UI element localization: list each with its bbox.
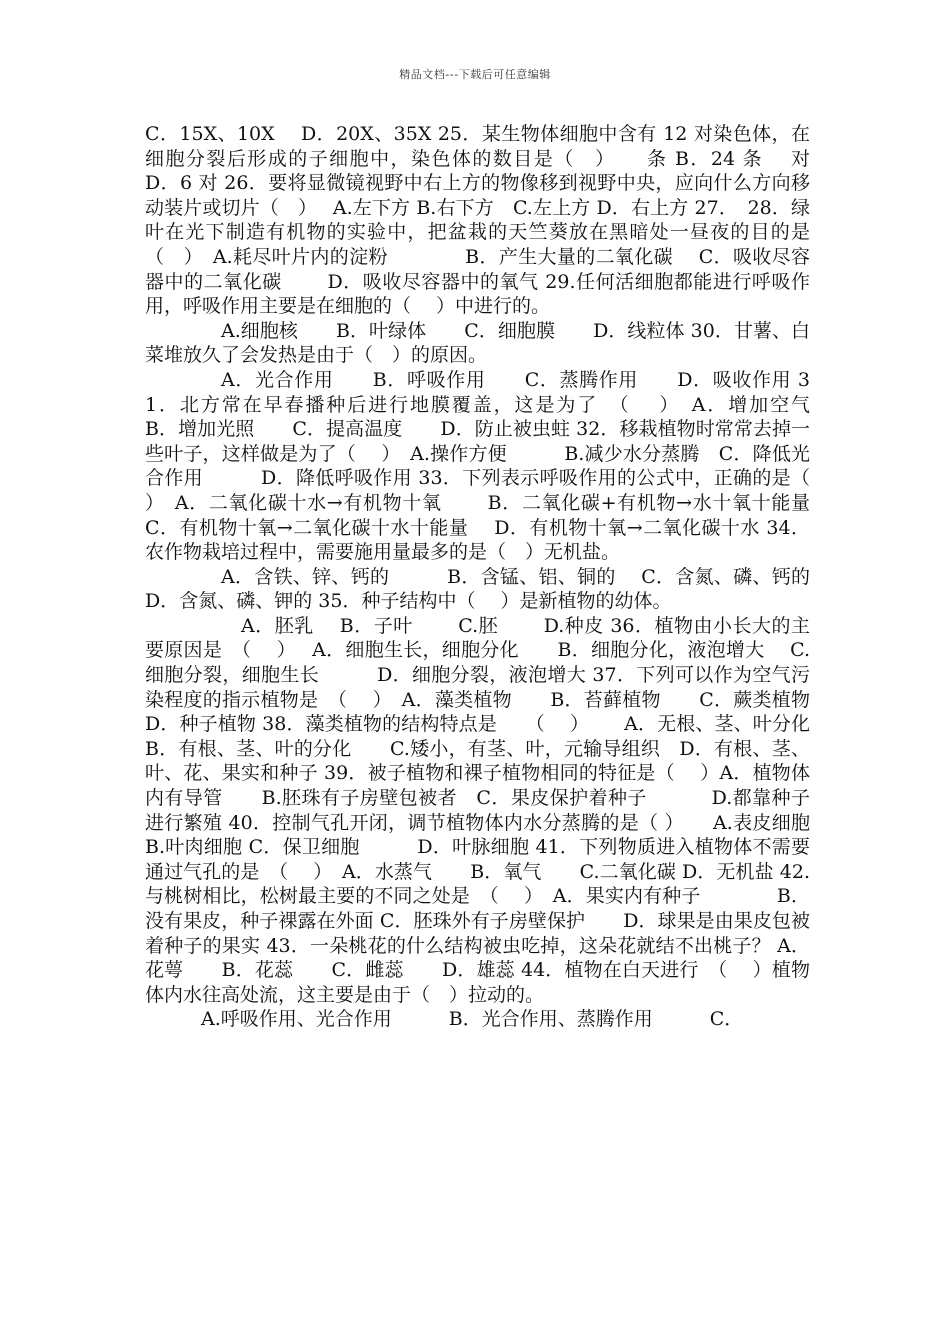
document-body	[145, 122, 868, 1032]
paragraph-options-30-34: A．光合作用 B．呼吸作用 C．蒸腾作用 D．吸收作用 31．北方常在早春播种后进行地膜覆盖，这是为了 （ ） A．增加空气 B．增加光照 C．提高温度 D．防止被虫蛀 32．移栽植物时常常去掉一些叶子，这样做是为了（ ） A.操作方便 B.减少水分蒸腾 C．降低光合作用 D．降低呼吸作用 33．下列表示呼吸作用的公式中，正确的是（ ） A．二氧化碳十水→有机物十氧 B．二氧化碳+有机物→水十氧十能量 C．有机物十氧→二氧化碳十水十能量 D．有机物十氧→二氧化碳十水 34．农作物栽培过程中，需要施用量最多的是（ ）无机盐。	[145, 368, 849, 564]
page-header: 精品文档---下载后可任意编辑	[399, 68, 551, 81]
paragraph-options-44: A.呼吸作用、光合作用 B．光合作用、蒸腾作用 C．	[201, 1008, 744, 1031]
paragraph-options-29-30: A.细胞核 B．叶绿体 C．细胞膜 D．线粒体 30．甘薯、白菜堆放久了会发热是由于（ ）的原因。	[145, 319, 810, 367]
paragraph-options-35-44: A．胚乳 B．子叶 C.胚 D.种皮 36．植物由小长大的主要原因是 （ ） A．细胞生长，细胞分化 B．细胞分化，液泡增大 C.细胞分裂，细胞生长 D．细胞分裂，液泡增大 37．下列可以作为空气污染程度的指示植物是 （ ） A．藻类植物 B．苔藓植物 C．蕨类植物 D．种子植物 38．藻类植物的结构特点是 （ ） A．无根、茎、叶分化 B．有根、茎、叶的分化 C.矮小，有茎、叶，元输导组织 D．有根、茎、叶、花、果实和种子 39．被子植物和裸子植物相同的特征是（ ）A．植物体内有导管 B.胚珠有子房壁包被者 C．果皮保护着种子 D.都靠种子进行繁殖 40．控制气孔开闭，调节植物体内水分蒸腾的是（ ） A.表皮细胞 B.叶肉细胞 C．保卫细胞 D．叶脉细胞 41．下列物质进入植物体不需要通过气孔的是 （ ） A．水蒸气 B．氧气 C.二氧化碳 D．无机盐 42.与桃树相比，松树最主要的不同之处是 （ ） A．果实内有种子 B．没有果皮，种子裸露在外面 C．胚珠外有子房壁保护 D．球果是由果皮包被着种子的果实 43．一朵桃花的什么结构被虫吃掉，这朵花就结不出桃子？ A．花萼 B．花蕊 C．雌蕊 D．雄蕊 44．植物在白天进行 （ ）植物体内水往高处流，这主要是由于（ ）拉动的。	[145, 614, 868, 1006]
paragraph-questions-25-29: C．15X、10X D．20X、35X 25．某生物体细胞中含有 12 对染色体，在细胞分裂后形成的子细胞中，染色体的数目是（ ） 条 B．24 条 对 D．6 对 26．要将显微镜视野中右上方的物像移到视野中央，应向什么方向移动装片或切片（ ） A.左下方 B.右下方 C.左上方 D．右上方 27． 28．绿叶在光下制造有机物的实验中，把盆栽的天竺葵放在黑暗处一昼夜的目的是（ ） A.耗尽叶片内的淀粉 B．产生大量的二氧化碳 C．吸收尽容器中的二氧化碳 D．吸收尽容器中的氧气 29.任何活细胞都能进行呼吸作用，呼吸作用主要是在细胞的（ ）中进行的。	[145, 123, 830, 318]
paragraph-options-34-35: A．含铁、锌、钙的 B．含锰、铝、铜的 C．含氮、磷、钙的 D．含氮、磷、钾的 35．种子结构中（ ）是新植物的幼体。	[145, 565, 868, 613]
